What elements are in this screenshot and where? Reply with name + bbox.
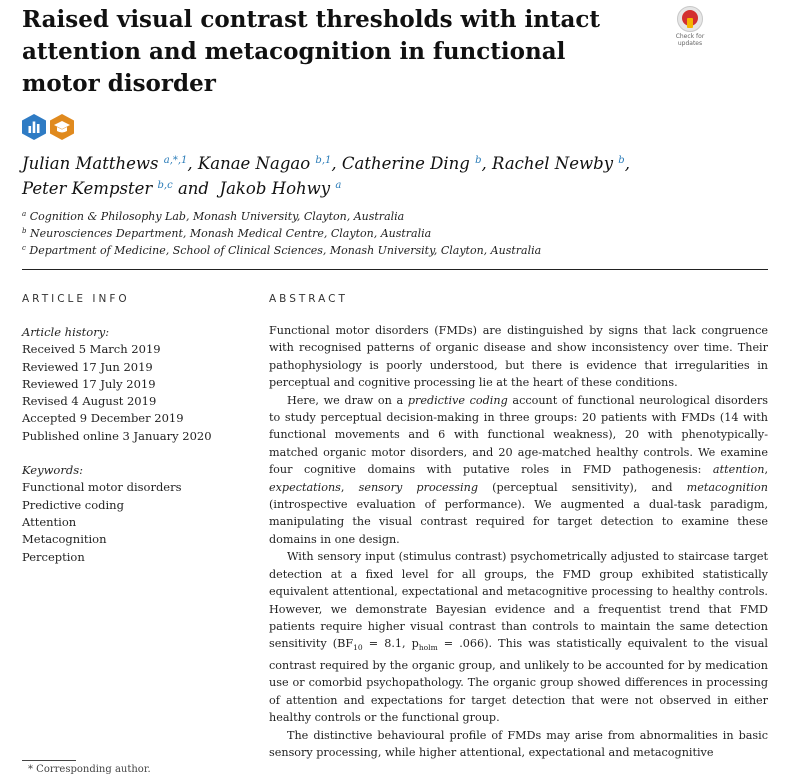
article-title: Raised visual contrast thresholds with intact attention and metacognition in functional motor disorder bbox=[22, 6, 601, 97]
history-item: Published online 3 January 2020 bbox=[22, 428, 212, 443]
author[interactable]: Kanae Nagao $^{b,1}$ bbox=[197, 154, 332, 173]
history-item: Received 5 March 2019 bbox=[22, 342, 161, 357]
abstract-heading: ABSTRACT bbox=[269, 293, 348, 305]
article-info-heading: ARTICLE INFO bbox=[22, 293, 130, 305]
footnote: * Corresponding author. bbox=[28, 764, 151, 775]
author[interactable]: Catherine Ding $^b$ bbox=[341, 154, 482, 173]
keyword[interactable]: Metacognition bbox=[22, 532, 107, 547]
affiliation-item: $^a$ Cognition & Philosophy Lab, Monash University, Clayton, Australia bbox=[22, 210, 405, 223]
author[interactable]: Rachel Newby $^b$ bbox=[492, 154, 625, 173]
keywords-label: Keywords: bbox=[22, 463, 83, 478]
chart-icon[interactable] bbox=[22, 114, 46, 140]
keyword[interactable]: Functional motor disorders bbox=[22, 480, 182, 495]
abstract-body bbox=[269, 322, 768, 761]
keyword[interactable]: Perception bbox=[22, 549, 85, 564]
check-for-updates-icon bbox=[677, 6, 703, 32]
abstract-paragraph: With sensory input (stimulus contrast) psychometrically adjusted to staircase target detection at a fixed level for all groups, the FMD group exhibited statistically equivalent attentional, expectational and metacognitive processing to healthy controls. However, we demonstrate Bayesian evidence and a frequentist trend that FMD patients require higher visual contrast than controls to maintain the same detection sensitivity ($BF_{10} = 8.1$, $p_{holm} = .066$). This was statistically equivalent to the visual contrast required by the organic group, and unlikely to be accounted for by medication use or comorbid psychopathology. The organic group showed differences in processing of attention and expectations for target detection that were not observed in either healthy controls or the functional group. bbox=[269, 550, 768, 725]
author[interactable]: Jakob Hohwy $^a$ bbox=[219, 179, 342, 198]
author-list: Julian Matthews $^{a,*,1}$, Kanae Nagao $^{b,1}$, Catherine Ding $^b$, Rachel Newby $^b$, Peter Kempster $^{b,c}$ and Jakob Hohwy $^a$ bbox=[22, 154, 630, 198]
author[interactable]: Peter Kempster $^{b,c}$ bbox=[22, 179, 173, 198]
article-info bbox=[22, 324, 242, 566]
check-badge-line2: updates bbox=[677, 40, 703, 47]
keyword[interactable]: Predictive coding bbox=[22, 497, 124, 512]
history-item: Revised 4 August 2019 bbox=[22, 394, 157, 409]
affiliation-item: $^c$ Department of Medicine, School of Clinical Sciences, Monash University, Clayton, Australia bbox=[22, 244, 542, 257]
history-item: Accepted 9 December 2019 bbox=[22, 411, 184, 426]
abstract-paragraph: Functional motor disorders (FMDs) are distinguished by signs that lack congruence with recognised patterns of organic disease and show inconsistency over time. Their pathophysiology is poorly understood, but there is evidence that irregularities in perceptual and cognitive processing lie at the heart of these conditions. bbox=[269, 324, 768, 390]
affiliation-item: $^b$ Neurosciences Department, Monash Medical Centre, Clayton, Australia bbox=[22, 227, 432, 240]
divider bbox=[22, 269, 768, 270]
affiliations bbox=[22, 208, 762, 259]
abstract-paragraph: The distinctive behavioural profile of FMDs may arise from abnormalities in basic sensory processing, while higher attentional, expectational and metacognitive bbox=[269, 728, 768, 759]
author[interactable]: Julian Matthews $^{a,*,1}$ bbox=[22, 154, 188, 173]
abstract-paragraph: Here, we draw on a predictive coding account of functional neurological disorders to study perceptual decision-making in three groups: 20 patients with FMDs (14 with functional movements and 6 with functional weakness), 20 with phenotypically-matched organic motor disorders, and 20 age-matched healthy controls. We examine four cognitive domains with putative roles in FMD pathogenesis: attention, expectations, sensory processing (perceptual sensitivity), and metacognition (introspective evaluation of performance). We augmented a dual-task paradigm, manipulating the visual contrast required for target detection to examine these domains in one design. bbox=[269, 393, 768, 546]
graduation-cap-icon[interactable] bbox=[50, 114, 74, 140]
check-badge-line1: Check for bbox=[675, 33, 705, 40]
history-label: Article history: bbox=[22, 325, 110, 339]
footnote-rule bbox=[22, 760, 76, 761]
keyword[interactable]: Attention bbox=[22, 514, 77, 529]
check-for-updates-badge[interactable] bbox=[668, 6, 712, 54]
history-item: Reviewed 17 Jun 2019 bbox=[22, 359, 153, 374]
history-item: Reviewed 17 July 2019 bbox=[22, 376, 156, 391]
